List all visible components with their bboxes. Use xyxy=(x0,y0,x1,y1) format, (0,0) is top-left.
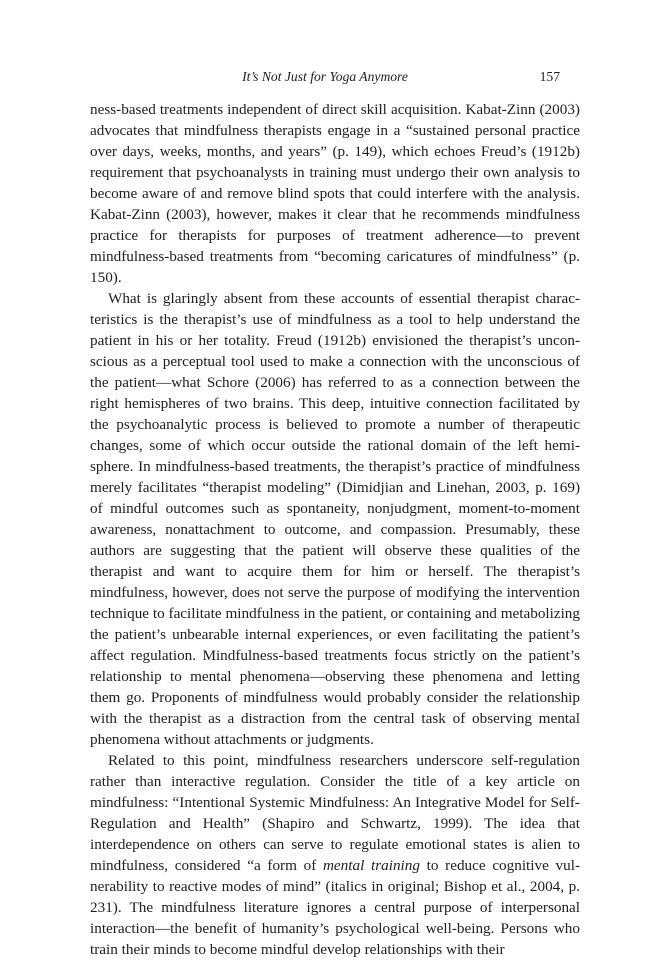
italic-emphasis: mental training xyxy=(322,857,420,874)
paragraph-2: What is glaringly absent from these accounts of essential therapist characteristics is the therapist’s use of mindfulness as a tool to help understand the patient in his or her totality. Freud (1912b) envisioned the therapist’s unconscious as a perceptual tool used to make a connection with the unconscious of the patient—what Schore (2006) has referred to as a connection between the right hemispheres of two brains. This deep, intuitive connection facilitated by the psychoanalytic process is believed to promote a number of therapeutic changes, some of which occur outside the rational domain of the left hemisphere. In mindfulness-based treatments, the therapist’s practice of mindfulness merely facilitates “therapist modeling” (Dimidjian and Linehan, 2003, p. 169) of mindful outcomes such as spontaneity, nonjudgment, moment-to-moment awareness, nonattachment to outcome, and compassion. Presumably, these authors are suggesting that the patient will observe these qualities of the therapist and want to acquire them for him or herself. The therapist’s mindfulness, however, does not serve the purpose of modifying the intervention technique to facilitate mindfulness in the patient, or containing and metabolizing the patient’s unbearable internal experiences, or even facilitating the patient’s affect regulation. Mindfulness-based treatments focus strictly on the patient’s relationship to mental phenomena—observing these phenomena and letting them go. Proponents of mindfulness would probably consider the relationship with the therapist as a distraction from the central task of observing mental phenomena without attachments or judgments. xyxy=(90,290,580,748)
paragraph-3-text-before: Related to this point, mindfulness researchers underscore self-regulation rather than interactive regulation. Consider the title of a key article on mindfulness: “Intentional Systemic Mindfulness: An Integrative Model for Self-Regulation and Health” (Shapiro and Schwartz, 1999). The idea that interdependence on others can serve to regulate emotional states is alien to mindfulness, considered “a form of xyxy=(90,752,580,874)
paragraph-3 xyxy=(90,750,580,960)
paragraph-3-text-after: to reduce cognitive vulnerability to reactive modes of mind” (italics in original; Bishop et al., 2004, p. 231). The mindfulness literature ignores a central purpose of interpersonal interaction—the benefit of humanity’s psychological well-being. Persons who train their minds to become mindful develop relationships with their xyxy=(90,857,581,958)
running-head xyxy=(90,69,560,87)
page-number: 157 xyxy=(539,69,560,84)
paragraph-1: ness-based treatments independent of direct skill acquisition. Kabat-Zinn (2003) advocates that mindfulness therapists engage in a “sustained personal practice over days, weeks, months, and years” (p. 149), which echoes Freud’s (1912b) requirement that psychoanalysts in training must undergo their own analysis to become aware of and remove blind spots that could interfere with the analysis. Kabat-Zinn (2003), however, makes it clear that he recommends mindfulness practice for therapists for purposes of treatment adherence—to prevent mindfulness-based treatments from “becoming caricatures of mindfulness” (p. 150). xyxy=(90,101,580,286)
running-title: It’s Not Just for Yoga Anymore xyxy=(242,69,408,84)
body-text xyxy=(90,99,580,960)
